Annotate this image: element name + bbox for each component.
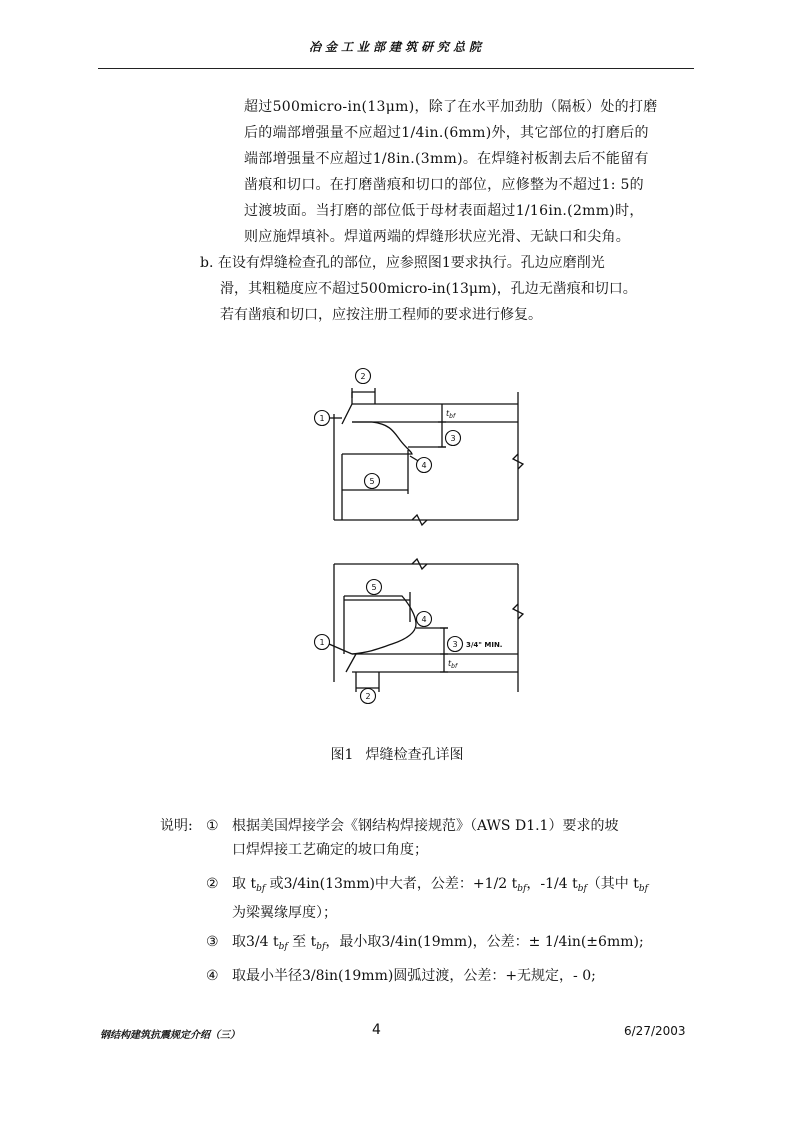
- note-3: [160, 930, 700, 959]
- note-number: ③: [206, 934, 219, 950]
- note-text: 取 $t_{bf}$ 或3/4in(13mm)中大者，公差：+1/2 $t_{bf}$，-1/4 $t_{bf}$（其中 $t_{bf}$: [232, 876, 648, 894]
- caption-label: 图1: [330, 747, 354, 763]
- header-rule: [98, 68, 694, 69]
- text-line: 滑，其粗糙度应不超过500micro-in(13μm)，孔边无凿痕和切口。: [220, 281, 637, 297]
- text-line: 过渡坡面。当打磨的部位低于母材表面超过1/16in.(2mm)时，: [244, 203, 644, 219]
- figure-caption: [0, 744, 794, 764]
- footer-date: 6/27/2003: [624, 1024, 686, 1038]
- paragraph-continued: [244, 94, 692, 250]
- svg-text:3: 3: [450, 434, 456, 443]
- note-1: [160, 814, 700, 862]
- svg-text:3: 3: [452, 640, 458, 649]
- text-line: 超过500micro-in(13μm)，除了在水平加劲肋（隔板）处的打磨: [244, 99, 658, 115]
- note-text: 根据美国焊接学会《钢结构焊接规范》（AWS D1.1）要求的坡: [232, 818, 619, 834]
- text-line: 若有凿痕和切口，应按注册工程师的要求进行修复。: [220, 307, 542, 323]
- svg-text:1: 1: [319, 414, 325, 423]
- note-text: 取3/4 $t_{bf}$ 至 $t_{bf}$，最小取3/4in(19mm)，公差：± 1/4in(±6mm);: [232, 934, 644, 952]
- text-line: 则应施焊填补。焊道两端的焊缝形状应光滑、无缺口和尖角。: [244, 229, 631, 245]
- tbf-label-bottom: $t_{bf}$: [448, 659, 458, 670]
- svg-text:1: 1: [319, 638, 325, 647]
- tbf-label-top: $t_{bf}$: [446, 409, 456, 420]
- min-label: 3/4" MIN.: [466, 641, 503, 649]
- paragraph-b: [200, 250, 692, 328]
- text-line: 后的端部增强量不应超过1/4in.(6mm)外，其它部位的打磨后的: [244, 125, 649, 141]
- svg-text:4: 4: [421, 461, 427, 470]
- page-number: 4: [372, 1022, 381, 1038]
- text-line: b. 在设有焊缝检查孔的部位，应参照图1要求执行。孔边应磨削光: [200, 255, 605, 271]
- svg-text:5: 5: [369, 477, 375, 486]
- note-4: [160, 964, 700, 988]
- note-text: 取最小半径3/8in(19mm)圆弧过渡，公差：+无规定，- 0;: [232, 968, 596, 984]
- note-2: [160, 872, 700, 925]
- notes-label: 说明:: [160, 818, 193, 834]
- note-text: 为梁翼缘厚度）；: [232, 905, 337, 921]
- svg-text:4: 4: [421, 615, 427, 624]
- page-header-title: 冶金工业部建筑研究总院: [308, 40, 485, 54]
- note-number: ②: [206, 876, 219, 892]
- svg-text:5: 5: [371, 583, 377, 592]
- note-number: ①: [206, 818, 219, 834]
- footer-doc-title: 钢结构建筑抗震规定介绍（三）: [100, 1030, 240, 1041]
- text-line: 凿痕和切口。在打磨凿痕和切口的部位，应修整为不超过1: 5的: [244, 177, 644, 193]
- note-number: ④: [206, 968, 219, 984]
- text-line: 端部增强量不应超过1/8in.(3mm)。在焊缝衬板割去后不能留有: [244, 151, 649, 167]
- weld-access-hole-figure: [312, 362, 534, 724]
- svg-text:2: 2: [360, 372, 366, 381]
- svg-text:2: 2: [365, 692, 371, 701]
- caption-text: 焊缝检查孔详图: [365, 747, 464, 763]
- note-text: 口焊焊接工艺确定的坡口角度；: [232, 842, 428, 858]
